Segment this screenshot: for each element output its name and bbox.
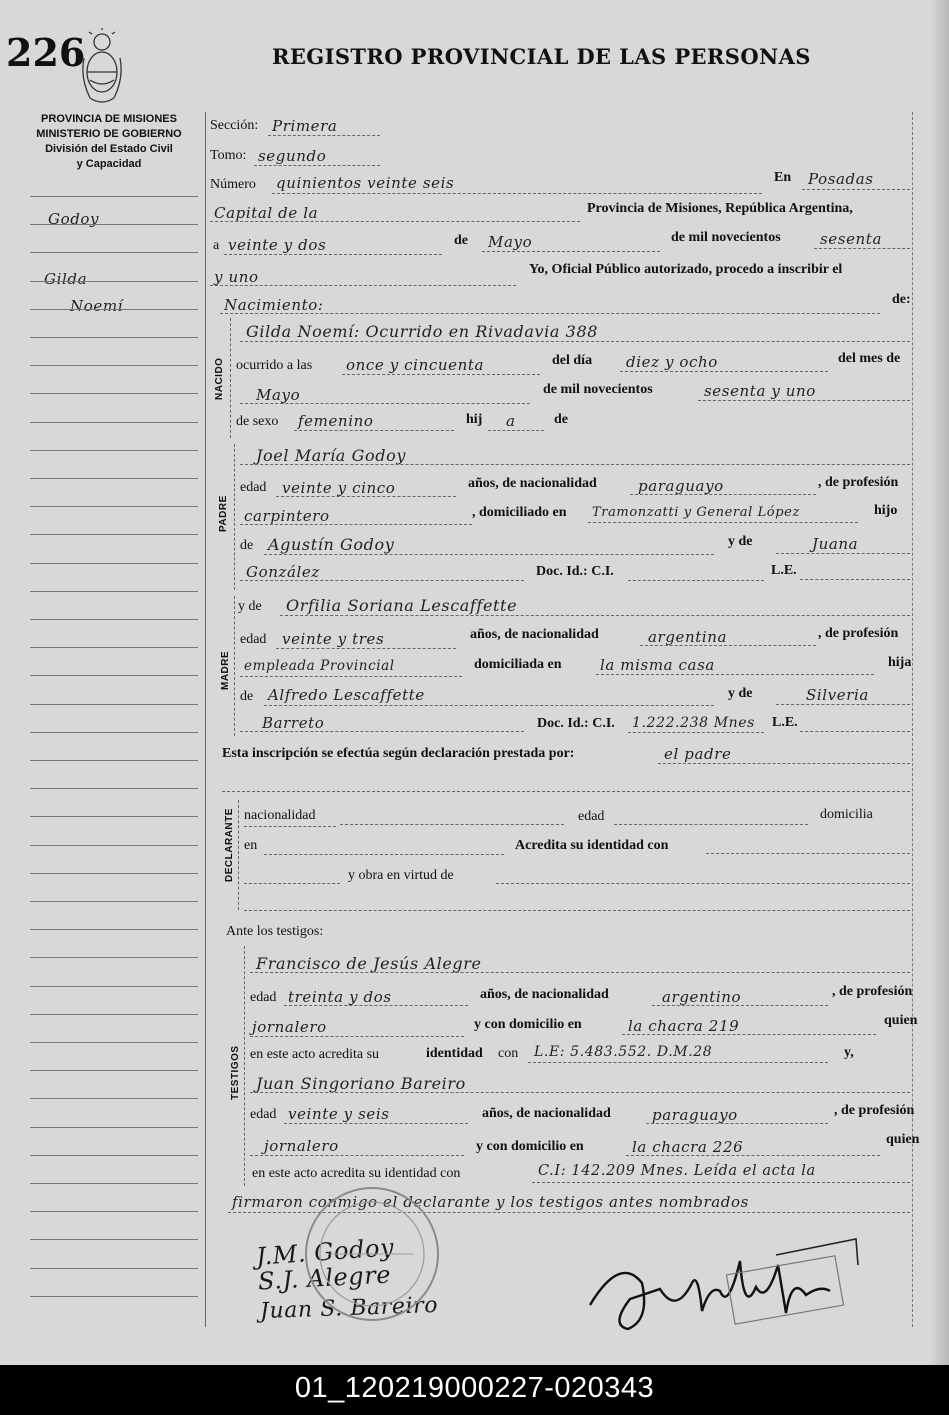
tomo-value: segundo (258, 147, 327, 165)
witness1-edad-label: edad (250, 990, 277, 1005)
madre-y-de2-label: y de (728, 686, 753, 701)
margin-rule (30, 309, 198, 310)
padre-de-label: de (240, 538, 254, 553)
padre-le-label: L.E. (771, 563, 797, 578)
nacido-tag: NACIDO (214, 357, 225, 400)
witness1-doc: L.E: 5.483.552. D.M.28 (534, 1044, 713, 1060)
province-label: PROVINCIA DE MISIONES (41, 113, 177, 125)
padre-domic-value: Tramonzatti y General López (592, 505, 800, 520)
mes-value: Mayo (256, 386, 301, 404)
ministry-label: MINISTERIO DE GOBIERNO (36, 128, 182, 140)
witness2-edad: veinte y seis (288, 1105, 390, 1123)
margin-rule (30, 196, 198, 197)
madre-le-label: L.E. (772, 715, 798, 730)
testigos-ante-label: Ante los testigos: (226, 924, 324, 939)
margin-rule (30, 760, 198, 761)
madre-tag: MADRE (220, 650, 231, 690)
madre-nac-label: años, de nacionalidad (470, 627, 599, 642)
margin-rule (30, 450, 198, 451)
witness1-nac: argentino (662, 988, 742, 1006)
capacity-label: y Capacidad (76, 158, 142, 170)
margin-rule (30, 506, 198, 507)
margin-rule (30, 929, 198, 930)
margin-rule (30, 1268, 198, 1269)
madre-prof-label: , de profesión (818, 626, 899, 641)
coat-of-arms-icon (80, 28, 124, 108)
folio-number: 226 (6, 30, 86, 75)
madre-mother-of-last: Barreto (262, 714, 325, 732)
division-label: División del Estado Civil (45, 143, 173, 155)
margin-rule (30, 365, 198, 366)
witness1-name: Francisco de Jesús Alegre (256, 954, 482, 973)
margin-rule (30, 563, 198, 564)
declarante-obra-label: y obra en virtud de (348, 868, 454, 883)
padre-y-de-label: y de (728, 534, 753, 549)
margin-rule (30, 1211, 198, 1212)
witness2-doc: C.I: 142.209 Mnes. Leída el acta la (538, 1163, 816, 1179)
madre-father-of: Alfredo Lescaffette (268, 686, 425, 704)
margin-rule (30, 1070, 198, 1071)
registry-title: REGISTRO PROVINCIAL DE LAS PERSONAS (272, 44, 811, 69)
padre-tag: PADRE (218, 495, 229, 532)
seccion-value: Primera (272, 117, 338, 135)
declarante-acredita-label: Acredita su identidad con (515, 838, 669, 853)
signature-witness2: Juan S. Bareiro (259, 1292, 439, 1325)
en-label: En (774, 170, 792, 185)
madre-mother-of-first: Silveria (806, 686, 869, 704)
margin-rule (30, 393, 198, 394)
closing-text: firmaron conmigo el declarante y los testigos antes nombrados (232, 1193, 749, 1211)
margin-rule (30, 901, 198, 902)
padre-edad-value: veinte y cinco (282, 479, 396, 497)
hij-value: a (506, 412, 516, 430)
tomo-label: Tomo: (210, 148, 247, 163)
witness2-acredita-label: en este acto acredita su identidad con (252, 1166, 461, 1181)
margin-rule (30, 1155, 198, 1156)
official-signature-icon (580, 1225, 870, 1345)
margin-first-name: Gilda (44, 270, 88, 288)
mil-novecientos-label: de mil novecientos (671, 230, 781, 245)
margin-rule (30, 337, 198, 338)
padre-mother-of-last: González (246, 563, 320, 581)
year-part2: y uno (214, 268, 259, 286)
madre-de-label: de (240, 689, 254, 704)
witness2-domic: la chacra 226 (632, 1138, 744, 1156)
padre-nac-value: paraguayo (638, 477, 724, 495)
declarante-en-label: en (244, 838, 258, 853)
margin-rule (30, 619, 198, 620)
witness2-nac-label: años, de nacionalidad (482, 1106, 611, 1121)
oficial-text: Yo, Oficial Público autorizado, procedo a inscribir el (529, 262, 843, 277)
declarante-domic-label: domicilia (820, 807, 873, 822)
de-label: de (454, 233, 468, 248)
margin-rule (30, 788, 198, 789)
declarante-nac-label: nacionalidad (244, 808, 316, 823)
madre-name: Orfilia Soriana Lescaffette (286, 596, 518, 615)
padre-edad-label: edad (240, 480, 267, 495)
margin-rule (30, 1098, 198, 1099)
madre-doc-label: Doc. Id.: C.I. (537, 716, 615, 731)
sexo-value: femenino (298, 412, 374, 430)
declaracion-text: Esta inscripción se efectúa según declaración prestada por: (222, 746, 575, 761)
margin-rule (30, 1296, 198, 1297)
margin-rule (30, 957, 198, 958)
day-value: veinte y dos (228, 236, 327, 254)
seccion-label: Sección: (210, 118, 259, 133)
madre-domic-value: la misma casa (600, 656, 715, 674)
madre-prof-value: empleada Provincial (244, 658, 395, 674)
month-value: Mayo (488, 233, 533, 251)
witness2-domic-label: y con domicilio en (476, 1139, 584, 1154)
margin-rule (30, 704, 198, 705)
declarante-edad-label: edad (578, 809, 605, 824)
padre-name: Joel María Godoy (256, 446, 406, 465)
margin-rule (30, 873, 198, 874)
margin-rule (30, 252, 198, 253)
de-colon-label: de: (892, 292, 911, 307)
padre-father-of: Agustín Godoy (268, 535, 395, 554)
official-stamp-icon (290, 1180, 450, 1330)
witness2-prof-label: , de profesión (834, 1103, 915, 1118)
witness2-prof: jornalero (264, 1137, 339, 1155)
padre-doc-label: Doc. Id.: C.I. (536, 564, 614, 579)
padre-domic-label: , domiciliado en (472, 505, 567, 520)
witness1-identidad-label: identidad (426, 1046, 483, 1061)
place-value: Capital de la (214, 204, 319, 222)
del-dia-label: del día (552, 353, 593, 368)
provincia-text: Provincia de Misiones, República Argentina, (587, 201, 853, 216)
witness1-domic-label: y con domicilio en (474, 1017, 582, 1032)
dia-value: diez y ocho (626, 353, 718, 371)
witness1-prof: jornalero (252, 1018, 327, 1036)
margin-rule (30, 591, 198, 592)
signature-witness1: S.J. Alegre (257, 1260, 392, 1296)
margin-rule (30, 224, 198, 225)
padre-prof-value: carpintero (244, 507, 330, 525)
hora-value: once y cincuenta (346, 356, 485, 374)
nacido-line1: Gilda Noemí: Ocurrido en Rivadavia 388 (246, 322, 599, 341)
margin-surname: Godoy (48, 210, 100, 228)
numero-label: Número (210, 177, 256, 192)
anio-value: sesenta y uno (704, 382, 816, 400)
institution-header (28, 112, 190, 172)
hij-de-label: de (554, 412, 568, 427)
margin-rule (30, 1183, 198, 1184)
testigos-tag: TESTIGOS (230, 1045, 241, 1100)
witness2-edad-label: edad (250, 1107, 277, 1122)
a-label: a (213, 238, 220, 253)
witness1-con-label: con (498, 1046, 519, 1061)
witness2-nac: paraguayo (652, 1106, 738, 1124)
witness1-acredita-label: en este acto acredita su (250, 1047, 380, 1062)
margin-rule (30, 534, 198, 535)
year-part1: sesenta (820, 230, 882, 248)
madre-hija-label: hija (888, 655, 912, 670)
margin-rule (30, 1239, 198, 1240)
witness2-name: Juan Singoriano Bareiro (256, 1074, 466, 1093)
act-type: Nacimiento: (224, 296, 324, 314)
declaracion-value: el padre (664, 745, 732, 763)
page-edge (930, 0, 949, 1365)
mil-label-2: de mil novecientos (543, 382, 653, 397)
ocurrido-label: ocurrido a las (236, 358, 313, 373)
main-frame-left-rule (205, 112, 206, 1327)
en-value: Posadas (808, 170, 874, 188)
margin-rule (30, 1014, 198, 1015)
witness1-quien-label: quien (884, 1013, 918, 1028)
margin-rule (30, 1042, 198, 1043)
witness1-domic: la chacra 219 (628, 1017, 740, 1035)
margin-rule (30, 647, 198, 648)
margin-middle-name: Noemí (70, 297, 124, 315)
witness1-edad: treinta y dos (288, 988, 392, 1006)
hij-label: hij (466, 412, 483, 427)
margin-rule (30, 422, 198, 423)
padre-nac-label: años, de nacionalidad (468, 476, 597, 491)
margin-rule (30, 816, 198, 817)
margin-rule (30, 1127, 198, 1128)
witness1-prof-label: , de profesión (832, 984, 913, 999)
padre-mother-of-first: Juana (812, 535, 859, 553)
margin-rule (30, 845, 198, 846)
image-id-footer: 01_120219000227-020343 (0, 1365, 949, 1415)
sexo-label: de sexo (236, 414, 279, 429)
del-mes-label: del mes de (838, 351, 901, 366)
numero-value: quinientos veinte seis (276, 174, 455, 192)
margin-rule (30, 675, 198, 676)
padre-hijo-label: hijo (874, 503, 898, 518)
madre-edad-label: edad (240, 632, 267, 647)
witness-y-label: y, (844, 1045, 854, 1060)
madre-nac-value: argentina (648, 628, 728, 646)
declarante-tag: DECLARANTE (224, 808, 235, 882)
signature-declarant: J.M. Godoy (255, 1233, 396, 1271)
margin-rule (30, 986, 198, 987)
madre-doc-value: 1.222.238 Mnes (632, 715, 755, 731)
margin-rule (30, 732, 198, 733)
margin-rule (30, 281, 198, 282)
madre-edad-value: veinte y tres (282, 630, 385, 648)
witness2-quien-label: quien (886, 1132, 920, 1147)
witness1-nac-label: años, de nacionalidad (480, 987, 609, 1002)
margin-rule (30, 478, 198, 479)
padre-prof-label: , de profesión (818, 475, 899, 490)
madre-domic-label: domiciliada en (474, 657, 562, 672)
madre-y-de-label: y de (238, 599, 262, 614)
